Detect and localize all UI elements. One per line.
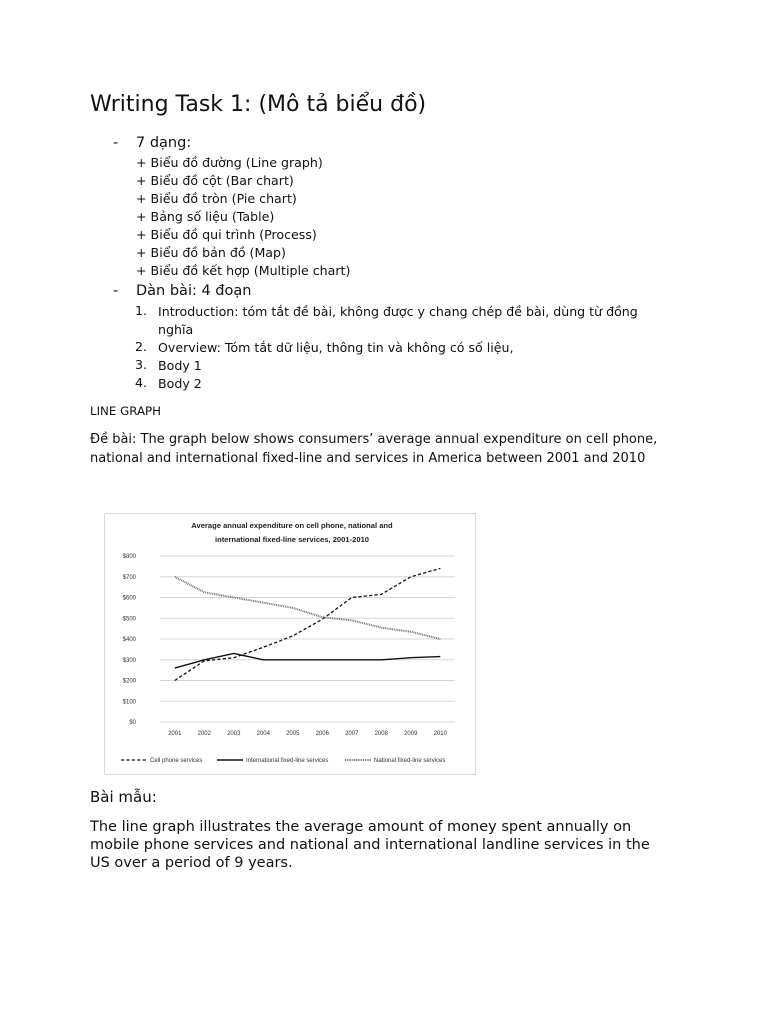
bullet-dash: - (113, 135, 119, 151)
legend-label: National fixed-line services (374, 758, 446, 764)
outline-item: Body 2 (158, 376, 202, 391)
types-item: + Biểu đồ qui trình (Process) (136, 227, 317, 242)
task-prompt (90, 431, 690, 468)
x-tick-label: 2004 (256, 731, 270, 737)
outline-number: 2. (135, 339, 148, 354)
section-label: LINE GRAPH (90, 404, 161, 418)
series-line-international-fixed-line-services (175, 654, 441, 669)
x-tick-label: 2008 (374, 731, 388, 737)
outline-number: 4. (135, 375, 148, 390)
x-tick-label: 2009 (404, 731, 418, 737)
types-item: + Biểu đồ bản đồ (Map) (136, 245, 286, 260)
x-tick-label: 2001 (168, 731, 182, 737)
outline-item-line: Introduction: tóm tắt đề bài, không được y chang chép đề bài, dùng từ đồng (158, 304, 638, 319)
series-line-national-fixed-line-services (175, 577, 441, 639)
x-tick-label: 2010 (433, 731, 447, 737)
y-tick-label: $0 (129, 720, 136, 726)
types-item: + Bảng số liệu (Table) (136, 209, 275, 224)
y-tick-label: $400 (122, 637, 136, 643)
sample-essay-line: US over a period of 9 years. (90, 855, 293, 871)
sample-essay (90, 818, 690, 872)
outline-number: 3. (135, 357, 148, 372)
legend-label: International fixed-line services (246, 758, 329, 764)
bullet-dash: - (113, 283, 119, 299)
outline-item (158, 303, 678, 339)
types-item: + Biểu đồ kết hợp (Multiple chart) (136, 263, 351, 278)
y-tick-label: $300 (122, 657, 136, 664)
outline-heading: Dàn bài: 4 đoạn (136, 283, 252, 299)
y-tick-label: $500 (122, 616, 136, 623)
x-tick-label: 2005 (286, 731, 300, 737)
y-tick-label: $700 (122, 574, 136, 581)
series-line-cell-phone-services (175, 568, 441, 680)
y-tick-label: $800 (122, 554, 136, 560)
chart-title-line: Average annual expenditure on cell phone, national and (191, 521, 393, 530)
x-tick-label: 2003 (227, 731, 241, 737)
outline-item: Body 1 (158, 358, 202, 373)
sample-heading: Bài mẫu: (90, 788, 157, 806)
line-chart-svg (105, 514, 475, 774)
line-chart (104, 513, 476, 775)
types-list (136, 154, 350, 280)
sample-essay-line: The line graph illustrates the average amount of money spent annually on (90, 819, 632, 835)
x-tick-label: 2006 (315, 731, 329, 737)
types-item: + Biểu đồ cột (Bar chart) (136, 173, 294, 188)
x-tick-label: 2002 (197, 731, 211, 737)
legend-label: Cell phone services (150, 758, 203, 764)
x-tick-label: 2007 (345, 731, 359, 737)
sample-essay-line: mobile phone services and national and international landline services in the (90, 837, 650, 853)
y-tick-label: $200 (122, 678, 136, 685)
task-prompt-line: Đề bài: The graph below shows consumers’ average annual expenditure on cell phone, (90, 432, 658, 447)
types-item: + Biểu đồ đường (Line graph) (136, 155, 323, 170)
chart-title-line: international fixed-line services, 2001-2010 (214, 535, 370, 544)
page-title: Writing Task 1: (Mô tả biểu đồ) (90, 92, 427, 117)
y-tick-label: $600 (122, 595, 136, 602)
outline-item-line: nghĩa (158, 322, 194, 337)
y-tick-label: $100 (122, 699, 136, 706)
types-heading: 7 dạng: (136, 135, 192, 151)
types-item: + Biểu đồ tròn (Pie chart) (136, 191, 297, 206)
task-prompt-line: national and international fixed-line and services in America between 2001 and 2010 (90, 450, 646, 466)
outline-number: 1. (135, 303, 148, 318)
outline-item: Overview: Tóm tắt dữ liệu, thông tin và không có số liệu, (158, 340, 514, 355)
